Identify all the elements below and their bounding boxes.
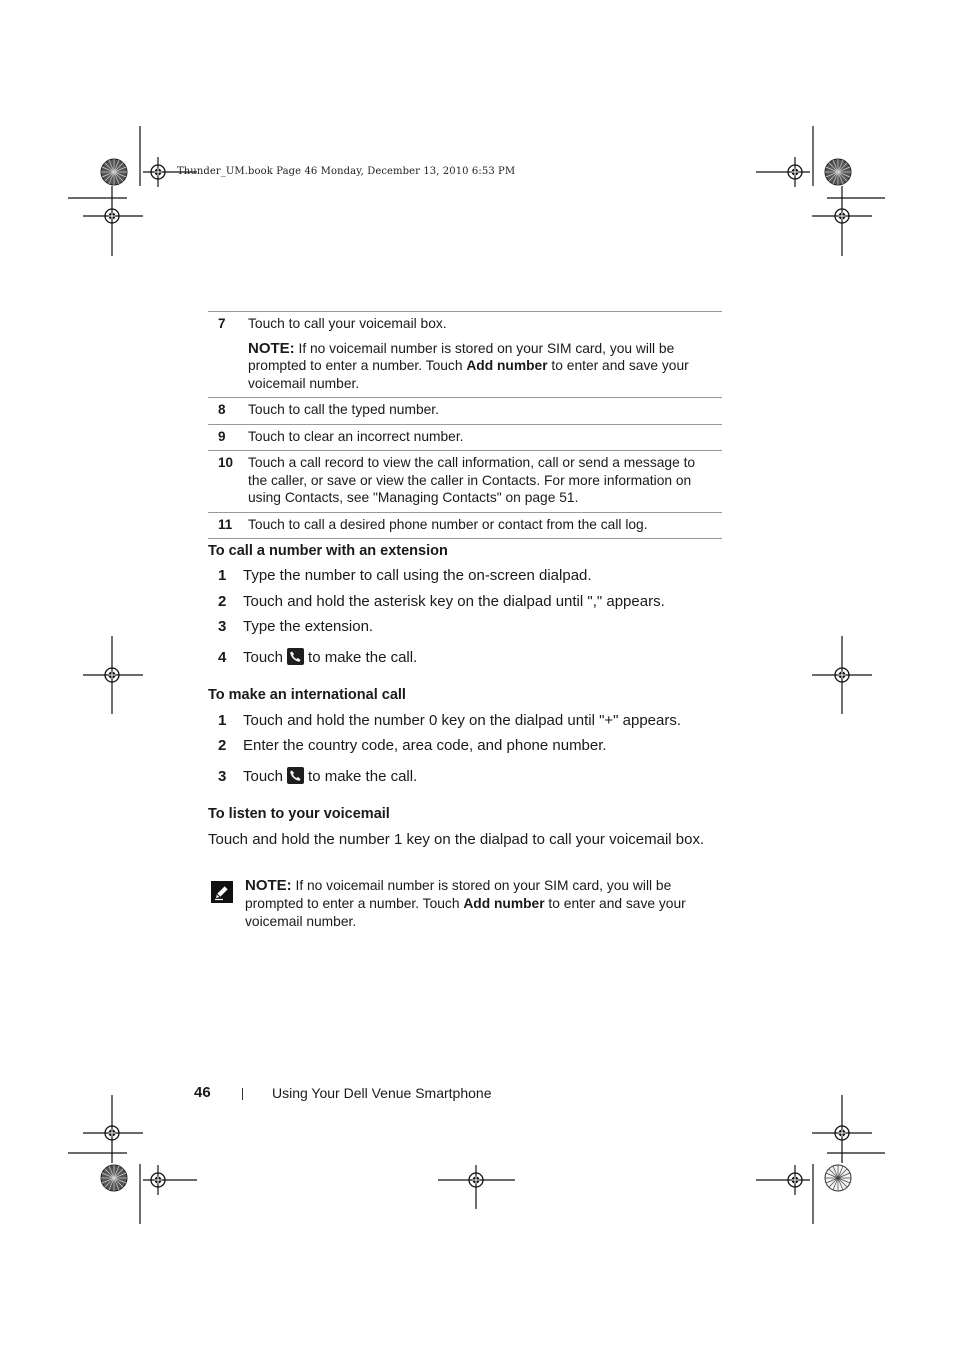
table-row (208, 312, 722, 398)
row-description (248, 315, 722, 392)
row-number: 10 (218, 455, 234, 470)
step-number: 2 (218, 593, 227, 610)
step-text: Touch (243, 649, 284, 666)
step-text-end: to make the call. (308, 768, 418, 785)
row-text: Touch to call your voicemail box. (248, 316, 447, 331)
list-item (218, 712, 681, 729)
page-number: 46 (194, 1084, 211, 1101)
step-number: 3 (218, 768, 227, 785)
row-text: Touch to call the typed number. (248, 402, 439, 417)
list-item (218, 737, 607, 754)
note-callout (245, 877, 725, 931)
step-number: 4 (218, 649, 227, 666)
list-item (218, 593, 665, 610)
row-text: Touch to clear an incorrect number. (248, 428, 464, 444)
phone-handset-icon (287, 648, 304, 665)
table-row (208, 398, 722, 425)
phone-handset-icon (287, 767, 304, 784)
table-row (208, 513, 722, 540)
step-number: 3 (218, 618, 227, 635)
note-label: NOTE: (248, 339, 295, 357)
step-text: Type the extension. (243, 618, 374, 635)
table-row (208, 425, 722, 452)
section-heading-voicemail: To listen to your voicemail (208, 806, 390, 822)
note-text: If no voicemail number is stored on your SIM card, you will be prompted to enter a number. Touch (245, 878, 672, 911)
list-item (218, 567, 592, 584)
row-number: 9 (218, 428, 226, 444)
table-row (208, 451, 722, 513)
row-number: 8 (218, 402, 226, 417)
print-slug-header: Thunder_UM.book Page 46 Monday, December 13, 2010 6:53 PM (177, 166, 516, 177)
step-number: 1 (218, 567, 227, 584)
voicemail-paragraph: Touch and hold the number 1 key on the dialpad to call your voicemail box. (208, 831, 705, 848)
section-heading-extension: To call a number with an extension (208, 543, 448, 559)
row-number: 11 (218, 516, 233, 532)
row-text: Touch a call record to view the call information, call or send a message to the caller, or save or view the caller in Contacts. For more information on using Contacts, see "Managing Contacts" on page 51. (248, 455, 696, 505)
section-heading-international: To make an international call (208, 687, 406, 703)
note-label: NOTE: (245, 877, 292, 894)
row-number: 7 (218, 316, 226, 331)
row-note (248, 340, 718, 393)
footer-chapter-title: Using Your Dell Venue Smartphone (272, 1085, 492, 1101)
pencil-note-icon (211, 881, 233, 903)
step-text: Touch and hold the number 0 key on the dialpad until "+" appears. (243, 712, 682, 729)
row-text: Touch to call a desired phone number or contact from the call log. (248, 516, 648, 532)
step-text-end: to make the call. (308, 649, 418, 666)
list-item (218, 618, 373, 635)
legend-table (208, 311, 722, 539)
note-text-end: to enter and save your voicemail number. (248, 358, 689, 391)
step-text: Touch and hold the asterisk key on the dialpad until "," appears. (243, 593, 665, 610)
step-text: Touch (243, 768, 284, 785)
list-item (218, 648, 417, 666)
note-emphasis: Add number (466, 358, 548, 373)
step-number: 1 (218, 712, 227, 729)
step-text: Enter the country code, area code, and phone number. (243, 737, 607, 754)
footer-divider (242, 1088, 243, 1100)
list-item (218, 767, 417, 785)
note-emphasis: Add number (463, 896, 545, 911)
step-text: Type the number to call using the on-screen dialpad. (243, 567, 592, 584)
step-number: 2 (218, 737, 227, 754)
note-text-end: to enter and save your voicemail number. (245, 896, 686, 929)
note-text: If no voicemail number is stored on your SIM card, you will be prompted to enter a number. Touch (248, 340, 675, 373)
